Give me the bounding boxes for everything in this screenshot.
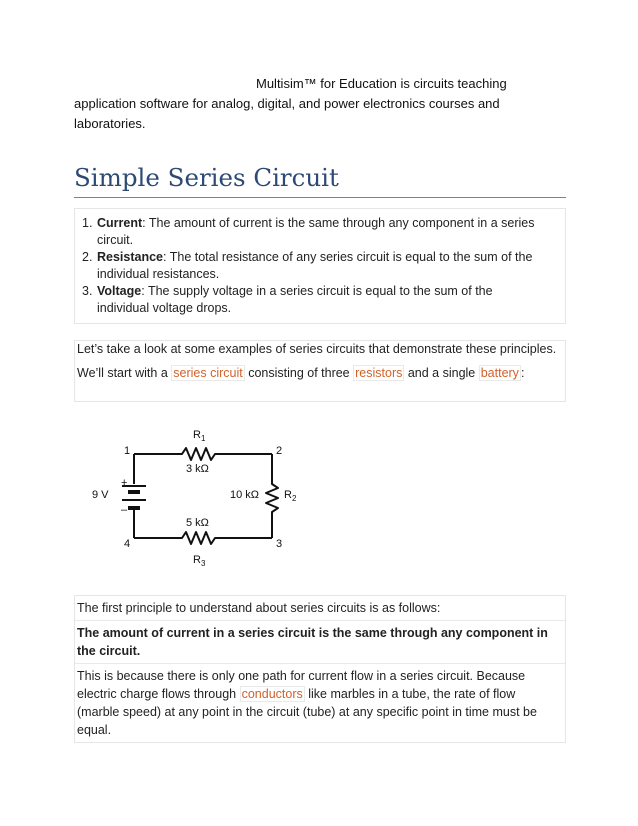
- r3-label: $R_3$: [193, 554, 206, 568]
- series-circuit-link[interactable]: series circuit: [173, 366, 243, 380]
- node-label-2: 2: [276, 445, 283, 457]
- bold-statement: The amount of current in a series circuit is the same through any component in the circuit.: [77, 626, 548, 658]
- list-number: 3.: [82, 284, 93, 298]
- intro-line-3: laboratories.: [74, 116, 146, 131]
- conductors-link[interactable]: conductors: [241, 687, 303, 701]
- node-label-3: 3: [276, 538, 283, 550]
- principle-item-current: [75, 215, 561, 249]
- battery-minus: –: [121, 504, 128, 516]
- principles-list-box: [74, 208, 566, 324]
- list-number: 1.: [82, 216, 93, 230]
- node-label-4: 4: [124, 538, 131, 550]
- intro-line-1: Multisim™ for Education is circuits teaching: [256, 76, 507, 91]
- principle-text: : The supply voltage in a series circuit is equal to the sum of the: [141, 284, 493, 298]
- principle-text: : The amount of current is the same through any component in a series: [142, 216, 535, 230]
- heading-underline: [74, 197, 566, 198]
- first-principle-intro: The first principle to understand about series circuits is as follows:: [77, 601, 441, 615]
- first-principle-statement: [75, 620, 565, 663]
- resistor-r1-symbol: [134, 448, 272, 460]
- text-fragment: :: [520, 366, 525, 380]
- principle-continuation: individual resistances.: [97, 267, 220, 281]
- series-circuit-diagram: [90, 424, 310, 570]
- principle-continuation: individual voltage drops.: [97, 301, 232, 315]
- first-principle-explanation: [75, 663, 565, 742]
- resistors-link[interactable]: resistors: [355, 366, 403, 380]
- principle-text: : The total resistance of any series circuit is equal to the sum of the: [163, 250, 533, 264]
- list-number: 2.: [82, 250, 93, 264]
- text-fragment: This is because there is only one path for current flow in a series circuit. Because electric charge flows through: [77, 669, 526, 701]
- principle-item-resistance: [75, 249, 561, 283]
- principle-term: Voltage: [97, 284, 142, 298]
- examples-intro-text: Let’s take a look at some examples of series circuits that demonstrate these principles.: [77, 342, 557, 356]
- examples-paragraph-box: [74, 340, 566, 402]
- principle-term: Current: [97, 216, 143, 230]
- examples-start-text: [75, 365, 565, 382]
- resistor-r2-symbol: [266, 454, 278, 538]
- r2-value: 10 kΩ: [230, 489, 260, 501]
- r1-value: 3 kΩ: [186, 463, 209, 475]
- battery-voltage-label: 9 V: [92, 489, 109, 501]
- text-fragment: We’ll start with a: [77, 366, 172, 380]
- node-label-1: 1: [124, 445, 131, 457]
- section-heading: Simple Series Circuit: [74, 163, 339, 192]
- battery-plus: +: [121, 477, 128, 489]
- principle-item-voltage: [75, 283, 561, 317]
- r2-label: $R_2$: [284, 489, 297, 503]
- intro-paragraph: [74, 74, 544, 134]
- intro-line-2: application software for analog, digital, and power electronics courses and: [74, 96, 500, 111]
- text-fragment: like marbles in a tube, the rate of flow (marble speed) at any point in the circuit (tube) at any specific point in time must be equal.: [77, 687, 537, 737]
- text-fragment: and a single: [404, 366, 479, 380]
- battery-link[interactable]: battery: [480, 366, 519, 380]
- r1-label: $R_1$: [193, 429, 206, 443]
- principle-continuation: circuit.: [97, 233, 134, 247]
- r3-value: 5 kΩ: [186, 517, 209, 529]
- first-principle-box: [74, 595, 566, 743]
- resistor-r3-symbol: [134, 532, 272, 544]
- principle-term: Resistance: [97, 250, 164, 264]
- text-fragment: consisting of three: [244, 366, 354, 380]
